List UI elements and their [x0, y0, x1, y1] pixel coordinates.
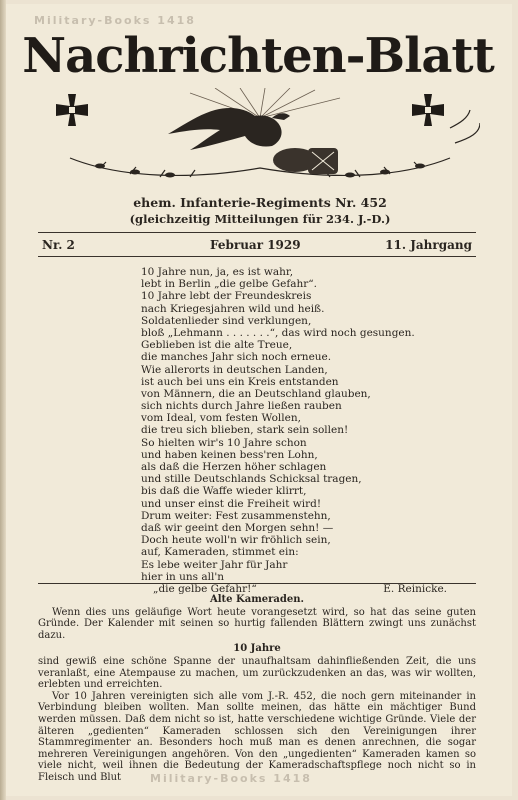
poem: [141, 266, 451, 595]
poem-line: vom Ideal, vom festen Wollen,: [141, 412, 301, 425]
watermark-bottom: Military-Books 1418: [150, 772, 312, 785]
poem-line: Doch heute woll'n wir fröhlich sein,: [141, 534, 331, 547]
poem-line: Es lebe weiter Jahr für Jahr: [141, 558, 288, 571]
poem-line: daß wir geeint den Morgen sehn! —: [141, 521, 334, 534]
masthead-title: Nachrichten-Blatt: [22, 28, 494, 84]
iron-cross-left-icon: [56, 94, 88, 126]
divider-rule: [38, 583, 476, 584]
poem-line: Drum weiter: Fest zusammenstehn,: [141, 509, 331, 522]
poem-line: und stille Deutschlands Schicksal tragen,: [141, 473, 362, 486]
poem-line: und haben keinen bess'ren Lohn,: [141, 448, 318, 461]
issue-number: Nr. 2: [42, 238, 75, 252]
iron-cross-right-icon: [412, 94, 444, 126]
poem-line: von Männern, die an Deutschland glauben,: [141, 387, 371, 400]
poem-line: bloß „Lehmann . . . . . . .“, das wird noch gesungen.: [141, 326, 415, 339]
poem-line: und unser einst die Freiheit wird!: [141, 497, 322, 510]
poem-line: die manches Jahr sich noch erneue.: [141, 351, 332, 364]
poem-line: lebt in Berlin „die gelbe Gefahr“.: [141, 278, 317, 291]
masthead-subtitle-note: (gleichzeitig Mitteilungen für 234. J.-D.): [129, 212, 391, 226]
poem-line: Wie allerorts in deutschen Landen,: [141, 363, 328, 376]
poem-line: bis daß die Waffe wieder klirrt,: [141, 485, 307, 498]
article-heading: Alte Kameraden.: [210, 594, 304, 605]
poem-line: auf, Kameraden, stimmet ein:: [141, 546, 299, 559]
issue-volume: 11. Jahrgang: [385, 238, 472, 252]
poem-line: hier in uns all'n: [141, 570, 225, 583]
poem-line: ist auch bei uns ein Kreis entstanden: [141, 375, 339, 388]
eagle-emblem: [40, 88, 480, 193]
poem-line: So hielten wir's 10 Jahre schon: [141, 436, 307, 449]
poem-line: 10 Jahre lebt der Freundeskreis: [141, 290, 312, 303]
poem-line: 10 Jahre nun, ja, es ist wahr,: [141, 266, 294, 278]
poem-line: Geblieben ist die alte Treue,: [141, 339, 293, 352]
article-subheading: 10 Jahre: [233, 643, 281, 655]
article-paragraph: Wenn dies uns geläufige Wort heute vorangesetzt wird, so hat das seine guten Gründe. Der Kalender mit seinen so hurtig fallenden Blättern zwingt uns zunächst dazu.: [38, 606, 476, 641]
article-paragraph: Vor 10 Jahren vereinigten sich alle vom J.-R. 452, die noch gern miteinander in Verbindung bleiben wollten. Man sollte meinen, das hätte ein mächtiger Bund werden müssen. Daß dem nicht so ist, hatte verschiedene wichtige Gründe. Viele der älteren „gedienten“ Kameraden schlossen sich den Vereinigungen ihrer Stammregimenter an. Besonders hoch muß man es denen anrechnen, die sogar mehreren Vereinigungen angehören. Von den „ungedienten“ Kameraden kamen so viele nicht, weil ihnen die Bedeutung der Kameradschaftspflege noch nicht so in Fleisch und Blut: [38, 690, 476, 783]
poem-line: sich nichts durch Jahre ließen rauben: [141, 400, 342, 413]
watermark-top: Military-Books 1418: [34, 14, 196, 27]
article-paragraph: sind gewiß eine schöne Spanne der unaufhaltsam dahinfließenden Zeit, die uns veranlaßt, eine Atempause zu machen, um zurückzudenken an das, was wir wollten, erlebten und erreichten.: [38, 655, 476, 691]
poem-author: E. Reinicke.: [383, 582, 447, 595]
divider-rule: [38, 232, 476, 233]
article: [38, 592, 476, 784]
poem-line: die treu sich blieben, stark sein sollen!: [141, 424, 349, 437]
poem-line: nach Kriegesjahren wild und heiß.: [141, 302, 325, 315]
divider-rule: [38, 256, 476, 257]
issue-date: Februar 1929: [210, 238, 301, 252]
masthead-subtitle: ehem. Infanterie-Regiments Nr. 452: [133, 195, 387, 210]
poem-closing-line: „die gelbe Gefahr!“: [153, 582, 257, 595]
eagle-icon: [168, 108, 290, 150]
poem-line: Soldatenlieder sind verklungen,: [141, 314, 312, 327]
poem-line: als daß die Herzen höher schlagen: [141, 461, 327, 473]
issue-line: [40, 238, 474, 254]
